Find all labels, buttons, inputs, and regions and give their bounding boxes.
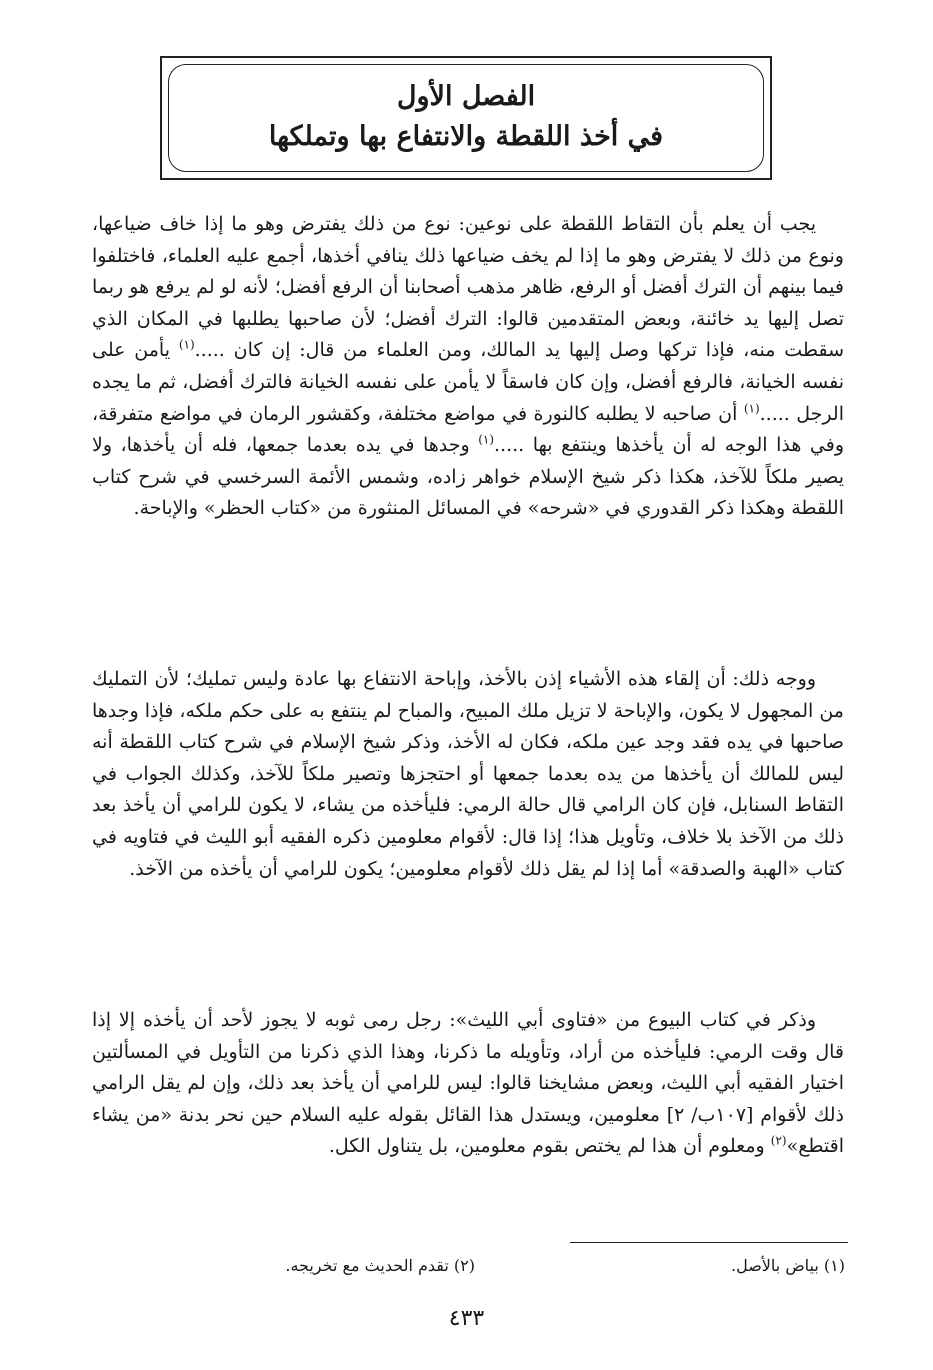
paragraph-3-part-a: وذكر في كتاب البيوع من «فتاوى أبي الليث»: رجل رمى ثوبه لا يجوز لأحد أن يأخذه إلا إذا قال وقت الرمي: فليأخذه من أراد، وتأويله ما ذكرنا، وهذا الذي ذكرنا من التأويل في المسألتين اختيار الفقيه أبي الليث، وبعض مشايخنا قالوا: ليس للرامي أن يأخذ بعد ذلك، وإن لم يقل الرامي ذلك لأقوام [١٠٧ب/ ٢] معلومين، ويستدل هذا القائل بقوله عليه السلام حين نحر بدنة «من يشاء اقتطع» bbox=[92, 1009, 845, 1158]
paragraph-1-part-b: يأمن على نفسه الخيانة، فالرفع أفضل، وإن كان فاسقاً لا يأمن على نفسه الخيانة فالترك أفضل، ثم ما يجده الرجل ..... bbox=[92, 339, 844, 425]
chapter-subtitle: في أخذ اللقطة والانتفاع بها وتملكها bbox=[268, 121, 664, 152]
footnote-ref-1: (١) bbox=[743, 401, 760, 416]
footnote-ref-1: (١) bbox=[178, 338, 195, 353]
paragraph-1-part-c: أن صاحبه لا يطلبه كالنورة في مواضع مختلفة، وكقشور الرمان في مواضع متفرقة، وفي هذا الوجه له أن يأخذها وينتفع بها ..... bbox=[92, 402, 844, 457]
footnote-divider bbox=[570, 1242, 848, 1243]
paragraph-2-text: ووجه ذلك: أن إلقاء هذه الأشياء إذن بالأخذ، وإباحة الانتفاع بها عادة وليس تمليك؛ لأن التمليك من المجهول لا يكون، والإباحة لا تزيل ملك المبيح، والمباح لم ينتفع به على حكم ملكه، فإذا وجدها صاحبها في يده فقد وجد عين ملكه، فكان له الأخذ، وذكر شيخ الإسلام في شرح كتاب اللقطة أنه ليس للمالك أن يأخذها من يده بعدما جمعها أو احتجزها وتصير ملكاً للآخذ، وكذلك الجواب في التقاط السنابل، فإن كان الرامي قال حالة الرمي: فليأخذه من يشاء، لا يكون للرامي أن يأخذ بعد ذلك من الآخذ بلا خلاف، وتأويل هذا؛ إذا قال: لأقوام معلومين ذكره الفقيه أبو الليث في فتاويه في كتاب «الهبة والصدقة» أما إذا لم يقل ذلك لأقوام معلومين؛ يكون للرامي أن يأخذه من الآخذ. bbox=[92, 668, 844, 880]
footnote-ref-2: (٢) bbox=[770, 1134, 787, 1149]
chapter-title: الفصل الأول bbox=[396, 81, 536, 112]
paragraph-3-part-b: ومعلوم أن هذا لم يختص بقوم معلومين، بل يتناول الكل. bbox=[328, 1135, 771, 1158]
chapter-title-frame bbox=[160, 56, 772, 180]
paragraph-2 bbox=[92, 664, 844, 885]
footnote-1: (١) بياض بالأصل. bbox=[731, 1256, 845, 1275]
footnote-ref-1: (١) bbox=[478, 432, 495, 447]
paragraph-3 bbox=[92, 1005, 844, 1163]
page-number: ٤٣٣ bbox=[448, 1306, 485, 1331]
paragraph-1-part-d: وجدها في يده بعدما جمعها، فله أن يأخذها، ولا يصير ملكاً للآخذ، هكذا ذكر شيخ الإسلام خواهر زاده، وشمس الأئمة السرخسي في شرح كتاب اللقطة وهكذا ذكر القدوري في «شرحه» في المسائل المنثورة من «كتاب الحظر» والإباحة. bbox=[92, 434, 844, 520]
footnote-2: (٢) تقدم الحديث مع تخريجه. bbox=[285, 1256, 475, 1275]
paragraph-1-part-a: يجب أن يعلم بأن التقاط اللقطة على نوعين: نوع من ذلك يفترض وهو ما إذا خاف ضياعها، ونوع من ذلك لا يفترض وهو ما إذا لم يخف ضياعها ذلك ينافي أخذها، أجمع عليه العلماء، فاختلفوا فيما بينهم أن الترك أفضل أو الرفع، ظاهر مذهب أصحابنا أن الرفع أفضل؛ لأنه لو لم يرفع هو ربما تصل إليها يد خائنة، وبعض المتقدمين قالوا: الترك أفضل؛ لأن صاحبها يطلبها في المكان الذي سقطت منه، فإذا تركها وصل إليها يد المالك، ومن العلماء من قال: إن كان ..... bbox=[92, 213, 844, 362]
paragraph-1 bbox=[92, 209, 844, 525]
